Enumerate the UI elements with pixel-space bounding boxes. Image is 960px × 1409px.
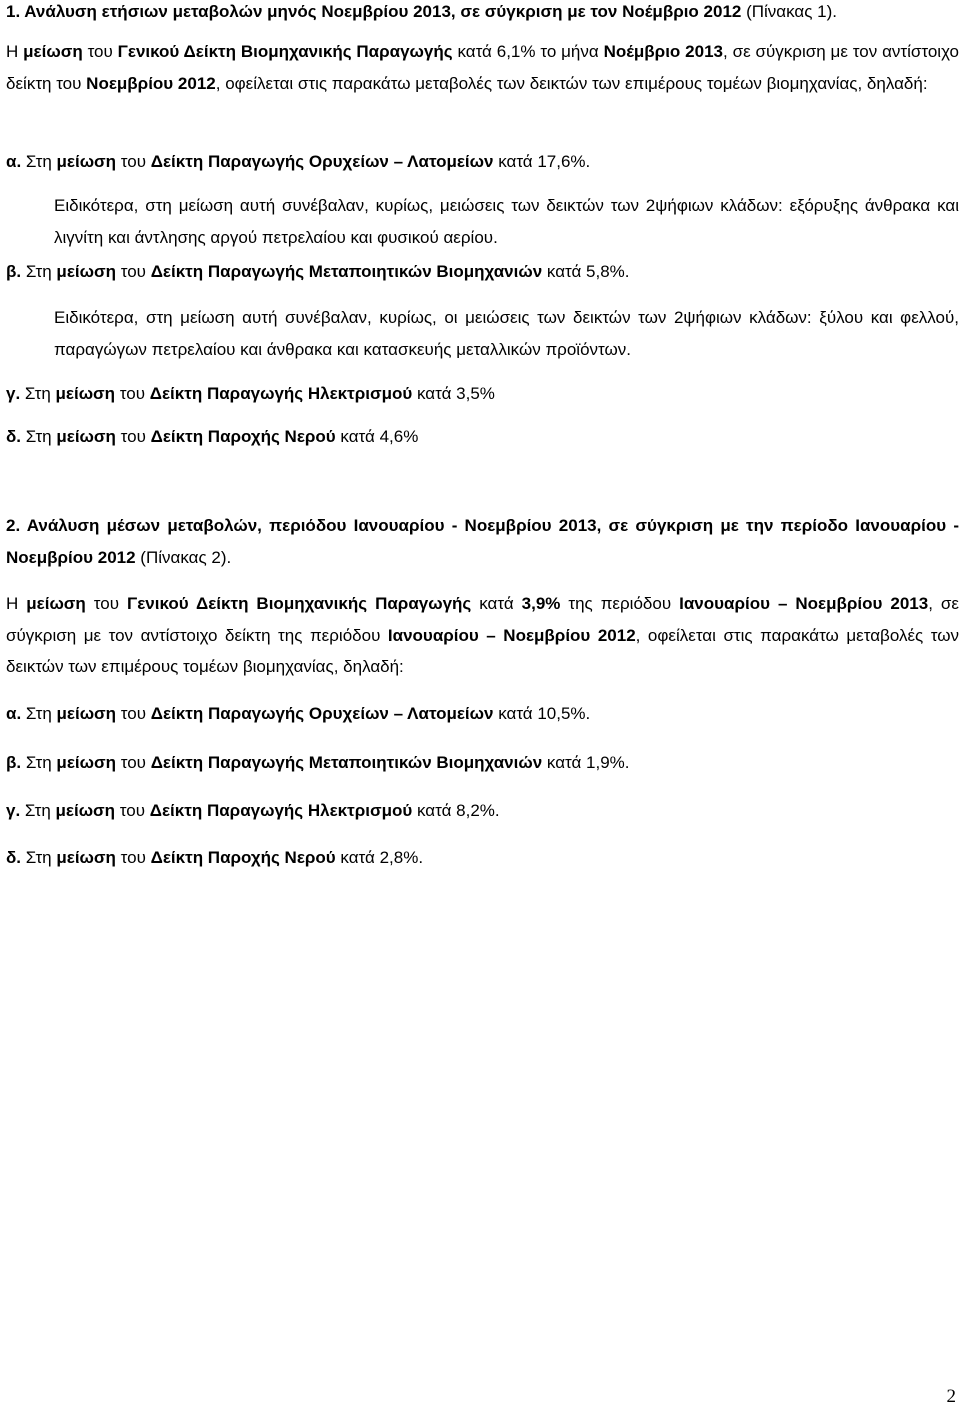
section-2-item-c: γ. Στη μείωση του Δείκτη Παραγωγής Ηλεκτρισμού κατά 8,2%. <box>6 801 500 820</box>
section-1-item-a: α. Στη μείωση του Δείκτη Παραγωγής Ορυχείων – Λατομείων κατά 17,6%. <box>6 152 591 171</box>
section-2-heading-table-ref: (Πίνακας 2). <box>135 547 232 567</box>
section-1-heading-table-ref: (Πίνακας 1). <box>741 2 838 21</box>
section-1-heading-title: 1. Ανάλυση ετήσιων μεταβολών μηνός Νοεμβρίου 2013, σε σύγκριση με τον Νοέμβριο 2012 <box>6 2 742 21</box>
section-1-heading <box>6 2 837 22</box>
section-2-item-a: α. Στη μείωση του Δείκτη Παραγωγής Ορυχείων – Λατομείων κατά 10,5%. <box>6 704 591 723</box>
section-1-intro: Η μείωση του Γενικού Δείκτη Βιομηχανικής Παραγωγής κατά 6,1% το μήνα Νοέμβριο 2013, σε σύγκριση με τον αντίστοιχο δείκτη του Νοεμβρίου 2012, οφείλεται στις παρακάτω μεταβολές των δεικτών των επιμέρους τομέων βιομηχανίας, δηλαδή: <box>6 42 960 93</box>
section-1-item-c: γ. Στη μείωση του Δείκτη Παραγωγής Ηλεκτρισμού κατά 3,5% <box>6 384 495 403</box>
section-1-item-d: δ. Στη μείωση του Δείκτη Παροχής Νερού κατά 4,6% <box>6 427 419 446</box>
section-2-heading <box>6 510 959 573</box>
section-2-item-b: β. Στη μείωση του Δείκτη Παραγωγής Μεταποιητικών Βιομηχανιών κατά 1,9%. <box>6 753 630 772</box>
section-2-intro: Η μείωση του Γενικού Δείκτη Βιομηχανικής Παραγωγής κατά 3,9% της περιόδου Ιανουαρίου – Νοεμβρίου 2013, σε σύγκριση με τον αντίστοιχο δείκτη της περιόδου Ιανουαρίου – Νοεμβρίου 2012, οφείλεται στις παρακάτω μεταβολές των δεικτών των επιμέρους τομέων βιομηχανίας, δηλαδή: <box>6 594 959 676</box>
section-1-item-a-detail: Ειδικότερα, στη μείωση αυτή συνέβαλαν, κυρίως, μειώσεις των δεικτών των 2ψήφιων κλάδων: εξόρυξης άνθρακα και λιγνίτη και άντλησης αργού πετρελαίου και φυσικού αερίου. <box>54 196 959 247</box>
page-number: 2 <box>946 1386 956 1407</box>
section-2-item-d: δ. Στη μείωση του Δείκτη Παροχής Νερού κατά 2,8%. <box>6 848 424 867</box>
section-1-item-b: β. Στη μείωση του Δείκτη Παραγωγής Μεταποιητικών Βιομηχανιών κατά 5,8%. <box>6 262 630 281</box>
section-1-item-b-detail: Ειδικότερα, στη μείωση αυτή συνέβαλαν, κυρίως, οι μειώσεις των δεικτών των 2ψήφιων κλάδων: ξύλου και φελλού, παραγώγων πετρελαίου και άνθρακα και κατασκευής μεταλλικών προϊόντων. <box>54 308 959 359</box>
section-2-heading-title: 2. Ανάλυση μέσων μεταβολών, περιόδου Ιανουαρίου - Νοεμβρίου 2013, σε σύγκριση με την περίοδο Ιανουαρίου - Νοεμβρίου 2012 <box>6 516 959 567</box>
